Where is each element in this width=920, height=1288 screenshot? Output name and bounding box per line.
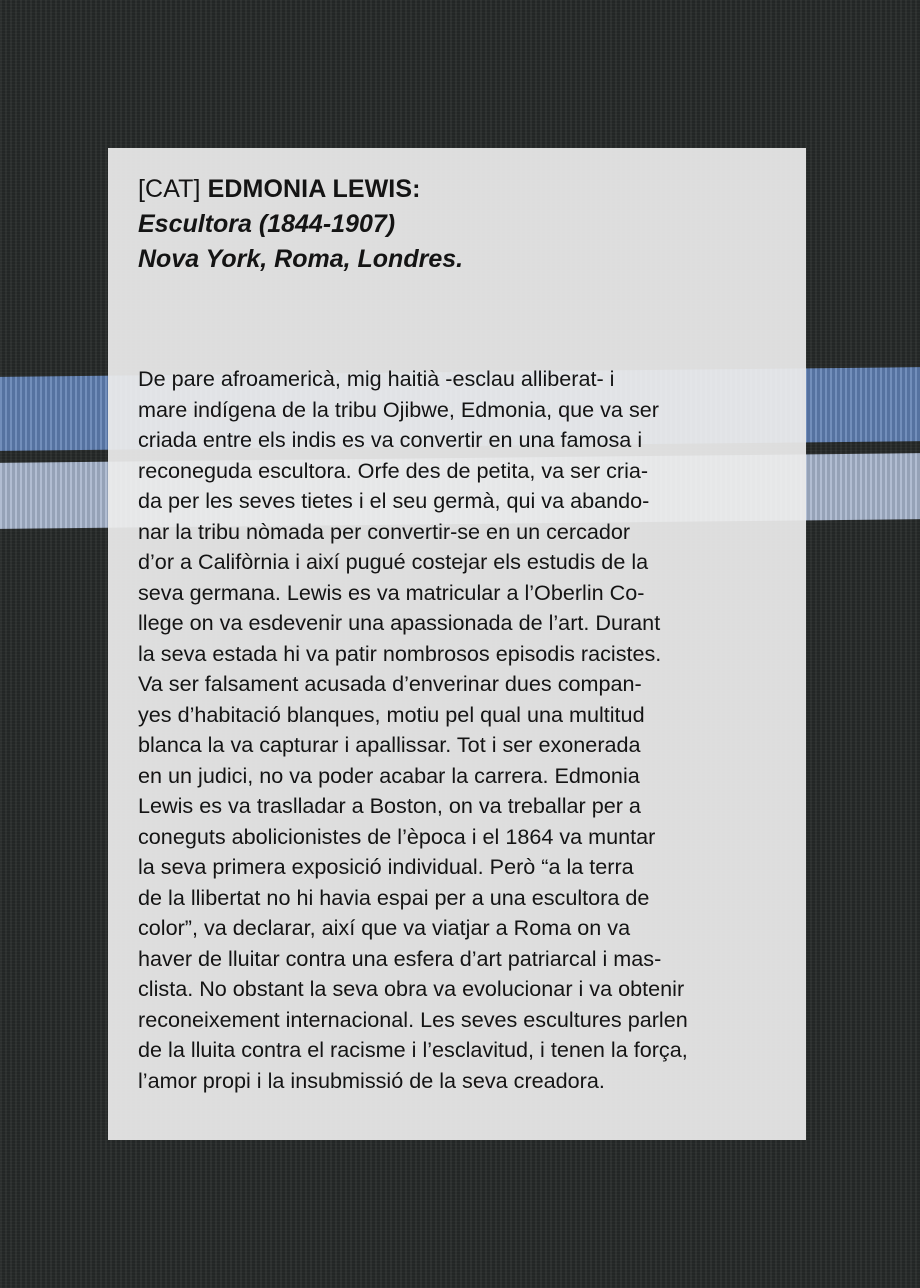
body-line: Va ser falsament acusada d’enverinar dues compan- <box>138 671 642 696</box>
body-line: coneguts abolicionistes de l’època i el 1864 va muntar <box>138 823 656 849</box>
biography-text <box>138 364 778 1096</box>
language-tag: [CAT] <box>138 175 201 203</box>
body-line: haver de lluitar contra una esfera d’art patriarcal i mas- <box>138 945 662 971</box>
body-line: reconeixement internacional. Les seves escultures parlen <box>138 1006 688 1032</box>
body-line: yes d’habitació blanques, motiu pel qual una multitud <box>138 701 645 727</box>
body-line: d’or a Califòrnia i així pugué costejar els estudis de la <box>138 549 649 574</box>
subject-name: EDMONIA LEWIS: <box>207 175 421 203</box>
body-line: da per les seves tietes i el seu germà, qui va abando- <box>138 488 650 513</box>
body-line: en un judici, no va poder acabar la carrera. Edmonia <box>138 762 640 788</box>
body-line: nar la tribu nòmada per convertir-se en un cercador <box>138 518 631 544</box>
body-line: Lewis es va traslladar a Boston, on va treballar per a <box>138 793 641 818</box>
body-line: l’amor propi i la insubmissió de la seva creadora. <box>138 1067 605 1093</box>
body-line: seva germana. Lewis es va matricular a l’Oberlin Co- <box>138 579 645 605</box>
subtitle-cities: Nova York, Roma, Londres. <box>138 245 464 273</box>
body-line: de la lluita contra el racisme i l’esclavitud, i tenen la força, <box>138 1037 688 1062</box>
body-line: clista. No obstant la seva obra va evolucionar i va obtenir <box>138 976 685 1001</box>
body-line: mare indígena de la tribu Ojibwe, Edmonia, que va ser <box>138 396 659 422</box>
body-line: de la llibertat no hi havia espai per a una escultora de <box>138 884 650 910</box>
body-line: la seva estada hi va patir nombrosos episodis racistes. <box>138 640 662 666</box>
body-line: reconeguda escultora. Orfe des de petita, va ser cria- <box>138 457 649 483</box>
body-line: De pare afroamericà, mig haitià -esclau alliberat- i <box>138 366 615 391</box>
body-line: la seva primera exposició individual. Però “a la terra <box>138 854 634 879</box>
body-line: blanca la va capturar i apallissar. Tot i ser exonerada <box>138 732 641 757</box>
body-line: color”, va declarar, així que va viatjar a Roma on va <box>138 915 631 940</box>
subtitle-profession: Escultora (1844-1907) <box>138 210 396 238</box>
body-line: llege on va esdevenir una apassionada de l’art. Durant <box>138 610 661 635</box>
body-line: criada entre els indis es va convertir en una famosa i <box>138 427 643 452</box>
text-card <box>108 148 806 1140</box>
card-title <box>138 172 776 207</box>
